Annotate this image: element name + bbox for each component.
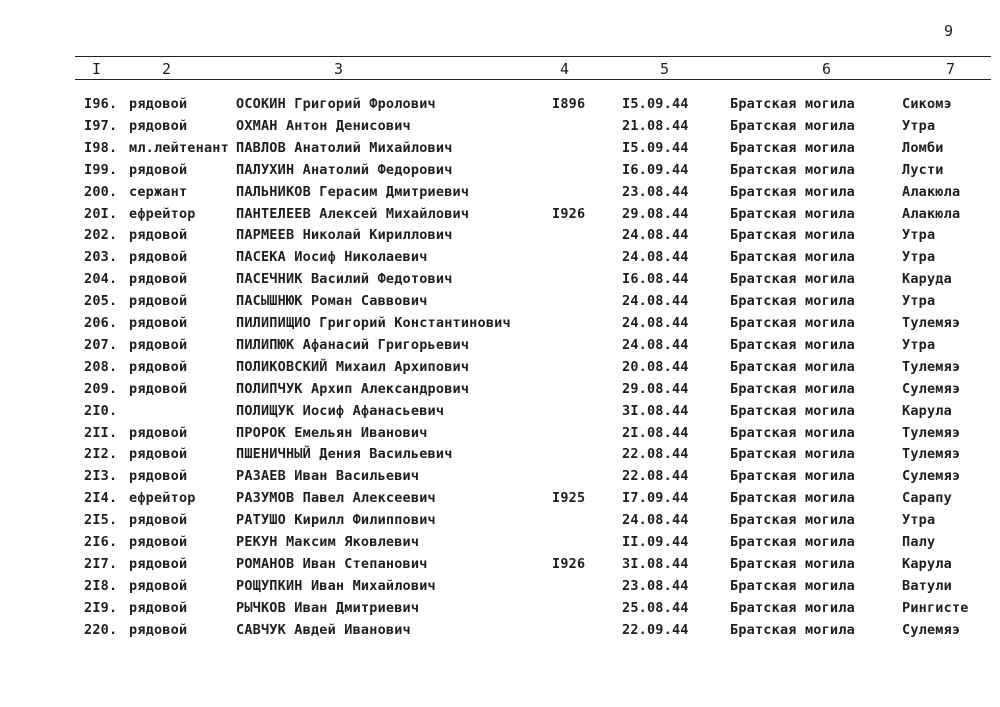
record-name: РАТУШО Кирилл Филиппович: [236, 512, 436, 529]
record-death-date: I6.08.44: [622, 271, 689, 288]
table-row: [0, 118, 1000, 140]
record-village: Карула: [902, 402, 952, 419]
record-village: Утра: [902, 293, 936, 310]
record-number: 207.: [84, 336, 118, 353]
table-row: [0, 359, 1000, 381]
record-burial-place: Братская могила: [730, 315, 855, 331]
record-village: Тулемяэ: [902, 424, 961, 441]
record-rank: мл.лейтенант: [129, 139, 229, 156]
table-row: [0, 490, 1000, 512]
record-number: I98.: [84, 139, 118, 156]
record-village: Утра: [902, 512, 936, 529]
record-burial-place: Братская могила: [730, 227, 855, 244]
table-row: [0, 96, 1000, 118]
column-header-6: 6: [822, 60, 832, 78]
record-village: Ватули: [902, 577, 952, 594]
record-village: Сулемяэ: [902, 468, 961, 485]
table-row: [0, 249, 1000, 271]
table-row: [0, 403, 1000, 425]
record-rank: рядовой: [129, 621, 188, 638]
record-burial-place: Братская могила: [730, 183, 855, 200]
record-burial-place: Братская могила: [730, 468, 855, 485]
record-death-date: 23.08.44: [622, 183, 689, 200]
record-village: Карула: [902, 555, 952, 572]
record-name: ПАВЛОВ Анатолий Михайлович: [236, 139, 453, 156]
record-death-date: 24.08.44: [622, 512, 689, 529]
record-number: I99.: [84, 161, 118, 178]
record-village: Утра: [902, 336, 936, 353]
record-burial-place: Братская могила: [730, 161, 855, 178]
record-name: ПАЛЬНИКОВ Герасим Дмитриевич: [236, 183, 470, 200]
column-header-1: I: [92, 60, 102, 78]
record-death-date: I5.09.44: [622, 96, 689, 112]
record-name: ПОЛИПЧУК Архип Александрович: [236, 380, 470, 397]
record-village: Ломби: [902, 139, 944, 156]
record-number: 2I3.: [84, 468, 118, 485]
record-village: Тулемяэ: [902, 315, 961, 331]
record-village: Утра: [902, 117, 936, 134]
table-row: [0, 468, 1000, 490]
record-name: РОЩУПКИН Иван Михайлович: [236, 577, 436, 594]
record-burial-place: Братская могила: [730, 293, 855, 310]
record-rank: рядовой: [129, 249, 188, 266]
record-death-date: 24.08.44: [622, 315, 689, 331]
record-name: РЕКУН Максим Яковлевич: [236, 534, 420, 550]
table-row: [0, 446, 1000, 468]
record-name: ПАСЕЧНИК Василий Федотович: [236, 271, 453, 288]
record-village: Сарапу: [902, 490, 952, 507]
record-death-date: 24.08.44: [622, 293, 689, 310]
record-village: Сулемяэ: [902, 380, 961, 397]
record-rank: рядовой: [129, 555, 188, 572]
record-burial-place: Братская могила: [730, 402, 855, 419]
record-village: Тулемяэ: [902, 446, 961, 463]
record-death-date: I7.09.44: [622, 490, 689, 507]
record-burial-place: Братская могила: [730, 555, 855, 572]
record-name: ОХМАН Антон Денисович: [236, 117, 411, 134]
record-village: Алакюла: [902, 205, 961, 222]
record-death-date: 22.08.44: [622, 468, 689, 485]
record-death-date: 20.08.44: [622, 358, 689, 375]
record-rank: рядовой: [129, 293, 188, 310]
table-row: [0, 315, 1000, 337]
record-number: 2I0.: [84, 402, 118, 419]
table-row: [0, 578, 1000, 600]
record-number: 2I7.: [84, 555, 118, 572]
record-burial-place: Братская могила: [730, 446, 855, 463]
record-number: 2I6.: [84, 534, 118, 550]
header-rule-top: [75, 56, 991, 57]
record-burial-place: Братская могила: [730, 621, 855, 638]
record-rank: рядовой: [129, 577, 188, 594]
record-burial-place: Братская могила: [730, 271, 855, 288]
record-number: 204.: [84, 271, 118, 288]
record-number: 2I9.: [84, 599, 118, 616]
record-rank: рядовой: [129, 512, 188, 529]
record-number: 2II.: [84, 424, 118, 441]
record-birth-year: I926: [552, 555, 586, 572]
column-header-2: 2: [162, 60, 172, 78]
record-number: 206.: [84, 315, 118, 331]
record-number: 20I.: [84, 205, 118, 222]
record-rank: ефрейтор: [129, 205, 196, 222]
record-rank: рядовой: [129, 117, 188, 134]
record-name: ПАЛУХИН Анатолий Федорович: [236, 161, 453, 178]
record-number: 208.: [84, 358, 118, 375]
record-name: РАЗАЕВ Иван Васильевич: [236, 468, 420, 485]
record-village: Лусти: [902, 161, 944, 178]
record-rank: рядовой: [129, 227, 188, 244]
record-number: 202.: [84, 227, 118, 244]
record-burial-place: Братская могила: [730, 534, 855, 550]
record-death-date: 24.08.44: [622, 249, 689, 266]
record-number: 2I2.: [84, 446, 118, 463]
record-death-date: 25.08.44: [622, 599, 689, 616]
record-village: Утра: [902, 249, 936, 266]
column-header-3: 3: [334, 60, 344, 78]
record-death-date: 22.08.44: [622, 446, 689, 463]
table-row: [0, 534, 1000, 556]
record-name: ПИЛИПИЩИО Григорий Константинович: [236, 315, 511, 331]
record-burial-place: Братская могила: [730, 205, 855, 222]
record-name: РЫЧКОВ Иван Дмитриевич: [236, 599, 420, 616]
record-village: Палу: [902, 534, 936, 550]
record-death-date: 29.08.44: [622, 380, 689, 397]
record-burial-place: Братская могила: [730, 139, 855, 156]
record-name: ПАСЫШНЮК Роман Саввович: [236, 293, 428, 310]
record-name: САВЧУК Авдей Иванович: [236, 621, 411, 638]
table-row: [0, 512, 1000, 534]
record-rank: рядовой: [129, 599, 188, 616]
record-name: ПРОРОК Емельян Иванович: [236, 424, 428, 441]
record-number: 200.: [84, 183, 118, 200]
record-burial-place: Братская могила: [730, 358, 855, 375]
table-row: [0, 600, 1000, 622]
record-number: 203.: [84, 249, 118, 266]
table-row: [0, 271, 1000, 293]
table-row: [0, 381, 1000, 403]
record-death-date: 24.08.44: [622, 336, 689, 353]
record-number: I97.: [84, 117, 118, 134]
record-rank: рядовой: [129, 315, 188, 331]
record-death-date: 3I.08.44: [622, 555, 689, 572]
record-death-date: I6.09.44: [622, 161, 689, 178]
record-number: 220.: [84, 621, 118, 638]
column-header-4: 4: [560, 60, 570, 78]
record-death-date: 24.08.44: [622, 227, 689, 244]
record-birth-year: I926: [552, 205, 586, 222]
record-name: ПШЕНИЧНЫЙ Дения Васильевич: [236, 446, 453, 463]
record-rank: рядовой: [129, 96, 188, 112]
record-burial-place: Братская могила: [730, 117, 855, 134]
record-number: I96.: [84, 96, 118, 112]
record-name: ПИЛИПЮК Афанасий Григорьевич: [236, 336, 470, 353]
table-row: [0, 556, 1000, 578]
record-burial-place: Братская могила: [730, 599, 855, 616]
record-rank: рядовой: [129, 468, 188, 485]
record-burial-place: Братская могила: [730, 512, 855, 529]
record-burial-place: Братская могила: [730, 249, 855, 266]
record-rank: рядовой: [129, 336, 188, 353]
record-rank: рядовой: [129, 380, 188, 397]
record-burial-place: Братская могила: [730, 96, 855, 112]
record-birth-year: I896: [552, 96, 586, 112]
record-death-date: I5.09.44: [622, 139, 689, 156]
record-village: Рингисте: [902, 599, 969, 616]
record-burial-place: Братская могила: [730, 424, 855, 441]
record-number: 205.: [84, 293, 118, 310]
table-row: [0, 337, 1000, 359]
table-row: [0, 425, 1000, 447]
record-rank: рядовой: [129, 271, 188, 288]
record-name: ПАРМЕЕВ Николай Кириллович: [236, 227, 453, 244]
record-name: ПАНТЕЛЕЕВ Алексей Михайлович: [236, 205, 470, 222]
table-row: [0, 293, 1000, 315]
record-village: Тулемяэ: [902, 358, 961, 375]
record-death-date: 22.09.44: [622, 621, 689, 638]
record-rank: рядовой: [129, 161, 188, 178]
column-header-5: 5: [660, 60, 670, 78]
record-rank: ефрейтор: [129, 490, 196, 507]
header-rule-bottom: [75, 79, 991, 80]
record-name: ОСОКИН Григорий Фролович: [236, 96, 436, 112]
record-number: 2I5.: [84, 512, 118, 529]
record-death-date: 29.08.44: [622, 205, 689, 222]
table-row: [0, 206, 1000, 228]
column-header-7: 7: [946, 60, 956, 78]
record-number: 209.: [84, 380, 118, 397]
table-row: [0, 227, 1000, 249]
record-rank: рядовой: [129, 534, 188, 550]
record-village: Сикомэ: [902, 96, 952, 112]
record-name: ПАСЕКА Иосиф Николаевич: [236, 249, 428, 266]
record-burial-place: Братская могила: [730, 577, 855, 594]
record-death-date: 23.08.44: [622, 577, 689, 594]
record-rank: рядовой: [129, 446, 188, 463]
record-village: Каруда: [902, 271, 952, 288]
record-name: ПОЛИКОВСКИЙ Михаил Архипович: [236, 358, 470, 375]
record-birth-year: I925: [552, 490, 586, 507]
record-burial-place: Братская могила: [730, 336, 855, 353]
table-row: [0, 622, 1000, 644]
record-death-date: 2I.08.44: [622, 424, 689, 441]
record-village: Сулемяэ: [902, 621, 961, 638]
table-row: [0, 162, 1000, 184]
record-rank: сержант: [129, 183, 188, 200]
record-village: Утра: [902, 227, 936, 244]
record-name: ПОЛИЩУК Иосиф Афанасьевич: [236, 402, 445, 419]
record-number: 2I8.: [84, 577, 118, 594]
record-village: Алакюла: [902, 183, 961, 200]
record-death-date: II.09.44: [622, 534, 689, 550]
page-number: 9: [944, 22, 954, 40]
table-row: [0, 140, 1000, 162]
record-death-date: 3I.08.44: [622, 402, 689, 419]
record-rank: рядовой: [129, 424, 188, 441]
record-burial-place: Братская могила: [730, 380, 855, 397]
record-death-date: 21.08.44: [622, 117, 689, 134]
record-burial-place: Братская могила: [730, 490, 855, 507]
record-rank: рядовой: [129, 358, 188, 375]
record-number: 2I4.: [84, 490, 118, 507]
record-name: РАЗУМОВ Павел Алексеевич: [236, 490, 436, 507]
table-row: [0, 184, 1000, 206]
record-name: РОМАНОВ Иван Степанович: [236, 555, 428, 572]
